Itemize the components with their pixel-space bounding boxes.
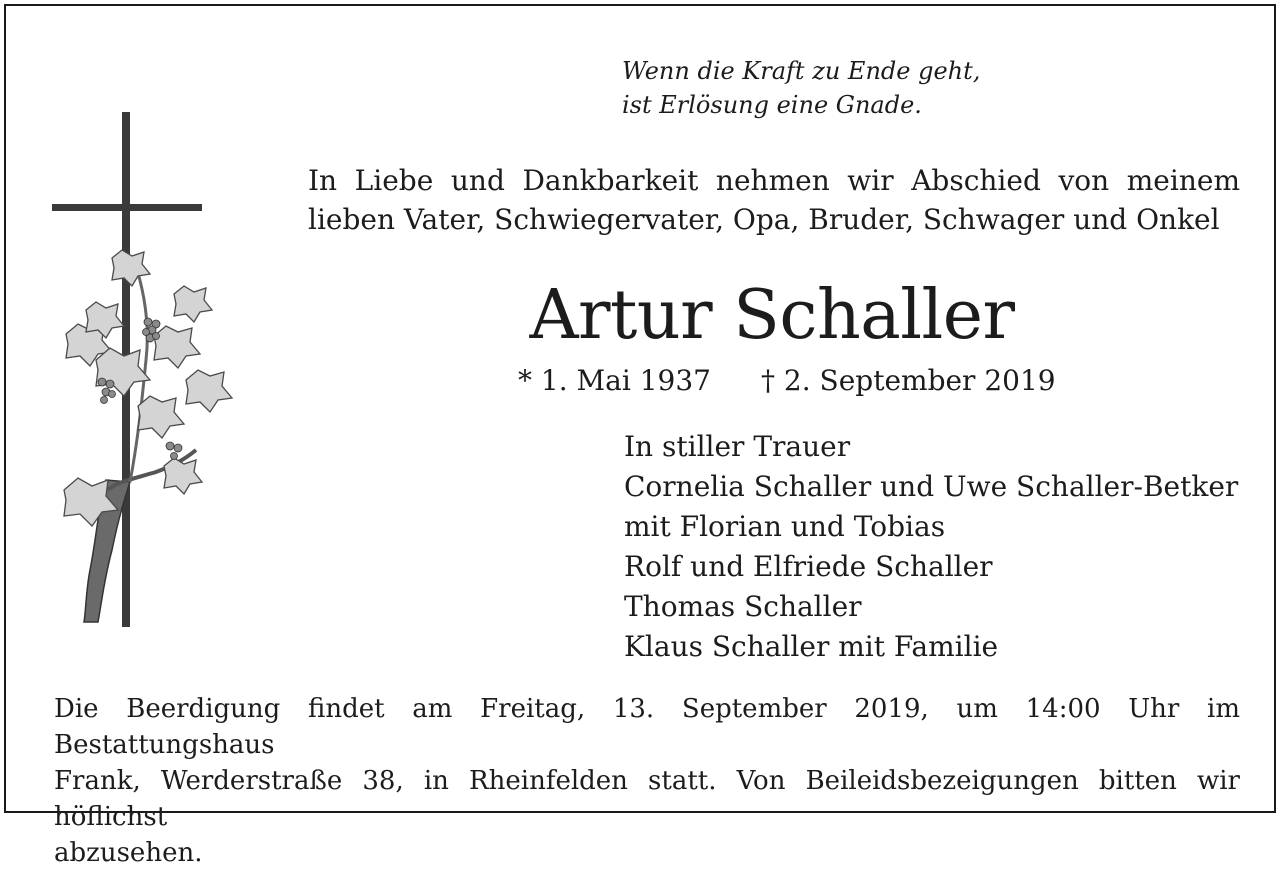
mourner-line: Klaus Schaller mit Familie <box>624 630 999 663</box>
obituary-frame <box>4 4 1276 868</box>
quote-line-1: Wenn die Kraft zu Ende geht, <box>622 57 981 85</box>
notice-line-3: abzusehen. <box>54 838 203 868</box>
cross-with-grapevine-icon <box>46 110 236 630</box>
mourner-line: Rolf und Elfriede Schaller <box>624 550 993 583</box>
intro-line-1: In Liebe und Dankbarkeit nehmen wir Abschied von meinem <box>308 164 1240 197</box>
deceased-name: Artur Schaller <box>529 276 1015 355</box>
notice-line-2: Frank, Werderstraße 38, in Rheinfelden statt. Von Beileidsbezeigungen bitten wir höflichst <box>54 766 1240 832</box>
life-dates <box>518 362 1078 400</box>
funeral-notice <box>54 691 1240 871</box>
intro-line-2: lieben Vater, Schwiegervater, Opa, Bruder, Schwager und Onkel <box>308 203 1220 236</box>
mourners-list <box>624 427 1244 667</box>
birth-date: * 1. Mai 1937 <box>518 364 711 397</box>
epigraph-quote <box>622 54 1122 122</box>
mourner-line: Cornelia Schaller und Uwe Schaller-Betker <box>624 470 1239 503</box>
notice-line-1: Die Beerdigung findet am Freitag, 13. September 2019, um 14:00 Uhr im Bestattungshaus <box>54 694 1240 760</box>
intro-text <box>308 161 1240 239</box>
mourner-line: mit Florian und Tobias <box>624 510 946 543</box>
mourner-line: Thomas Schaller <box>624 590 862 623</box>
death-date: † 2. September 2019 <box>761 364 1056 397</box>
quote-line-2: ist Erlösung eine Gnade. <box>622 91 922 119</box>
mourner-line: In stiller Trauer <box>624 430 851 463</box>
